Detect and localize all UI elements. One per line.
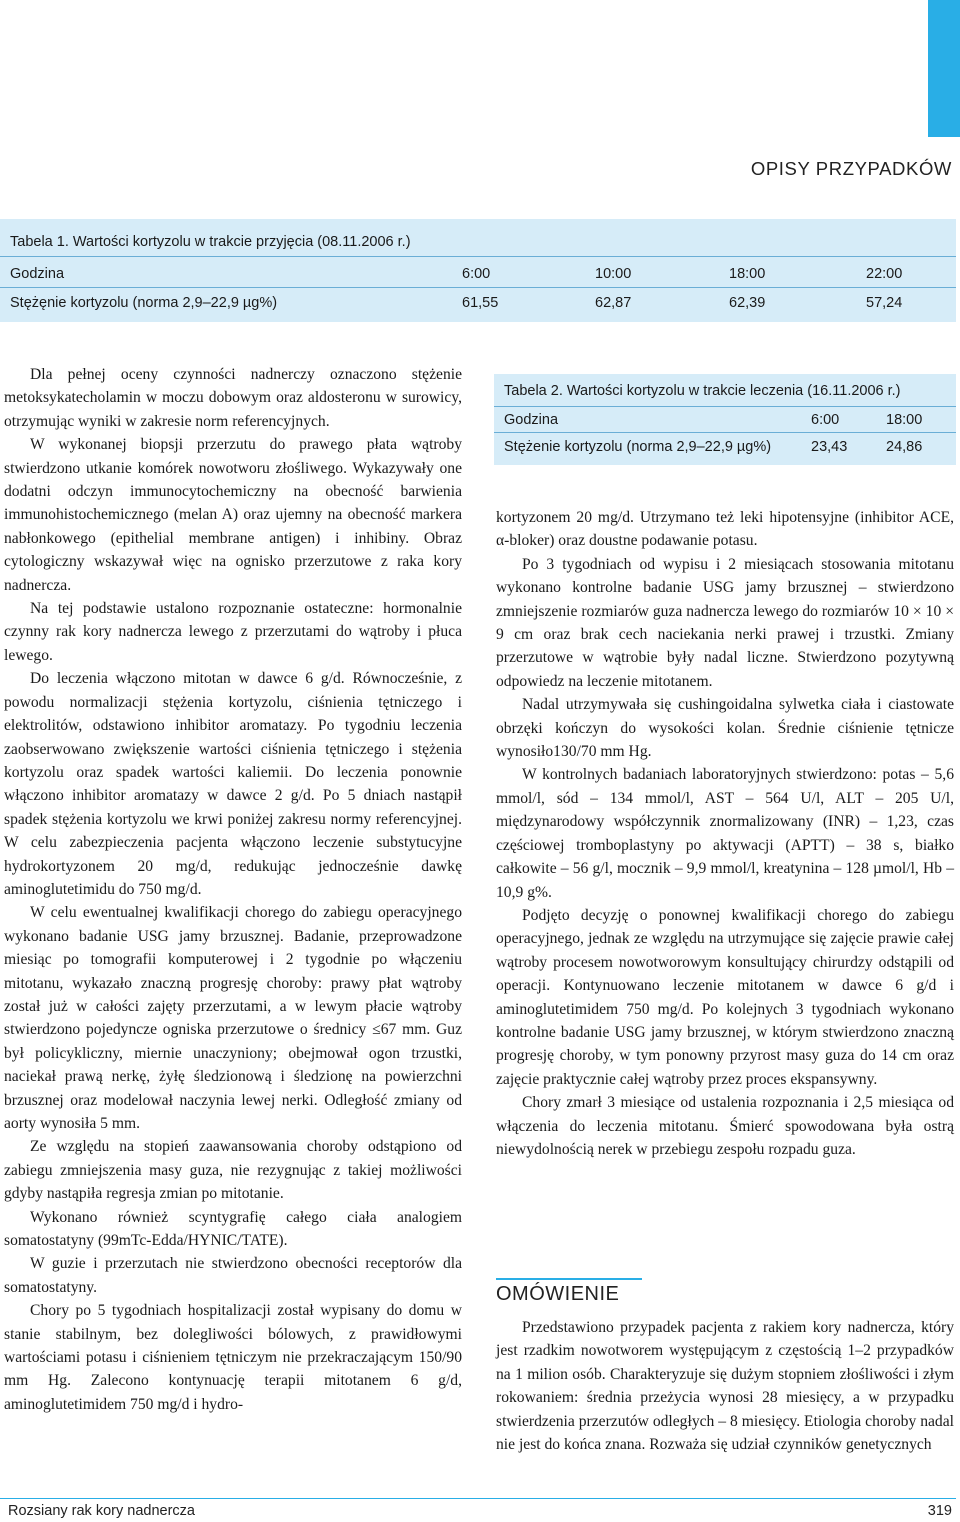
table-1-cell: 62,87: [595, 295, 632, 311]
table-2-header-row: [494, 412, 956, 432]
discussion-rule: [496, 1278, 642, 1280]
table-2-rule-top: [494, 406, 956, 407]
paragraph: kortyzonem 20 mg/d. Utrzymano też leki hipotensyjne (inhibitor ACE, α-bloker) oraz doustne podawanie potasu.: [496, 509, 954, 550]
running-title: Rozsiany rak kory nadnercza: [8, 1503, 195, 1519]
discussion-column: [496, 1316, 954, 1456]
table-2: [494, 374, 956, 465]
table-2-header-cell: Godzina: [504, 412, 559, 428]
table-row: [0, 295, 956, 315]
paragraph: W wykonanej biopsji przerzutu do prawego płata wątroby stwierdzono utkanie komórek nowotworu złośliwego. Wykazywały one dodatni odczyn immunocytochemiczny na obecność barwienia immunohistochemicznego (melan A) oraz ujemny na obecność markera nabłonkowego (epithelial membrane antigen) i inhibiny. Obraz cytologiczny wskazywał więc na ognisko przerzutowe z raka kory nadnercza.: [4, 436, 462, 594]
table-1-header-cell: 10:00: [595, 266, 632, 282]
paragraph: Na tej podstawie ustalono rozpoznanie ostateczne: hormonalnie czynny rak kory nadnercza lewego z przerzutami do wątroby i płuca lewego.: [4, 600, 462, 664]
paragraph: W celu ewentualnej kwalifikacji chorego do zabiegu operacyjnego wykonano badanie USG jamy brzusznej. Badanie, przeprowadzone miesiąc po tomografii komputerowej i 2 tygodnie po włączeniu mitotanu, wykazało znaczną progresję choroby: prawy płat wątroby został już w całości zajęty przerzutami, a w lewym płacie wątroby stwierdzono pojedyncze ogniska przerzutowe o średnicy ≤67 mm. Guz był policykliczny, miernie unaczyniony; obejmował ogon trzustki, naciekał prawą nerkę, żyłę śledzionową i śledzionę na powierzchni brzusznej oraz modelował naczynia lewej nerki. Odległość zmiany od aorty wynosiła 5 mm.: [4, 904, 462, 1132]
table-1-rule-mid: [0, 287, 956, 288]
paragraph: Nadal utrzymywała się cushingoidalna sylwetka ciała i ciastowate obrzęki kończyn do wysokości kolan. Średnie ciśnienie tętnicze wynosiło130/70 mm Hg.: [496, 696, 954, 761]
accent-bar: [928, 0, 960, 137]
paragraph: W kontrolnych badaniach laboratoryjnych stwierdzono: potas – 5,6 mmol/l, sód – 134 mmol/l, AST – 564 U/l, ALT – 205 U/l, międzynarodowy współczynnik znormalizowany (INR) – 1,23, czas częściowej tromboplastyny po aktywacji (APTT) – 38 s, białko całkowite – 56 g/l, mocznik – 9,9 mmol/l, kreatynina – 128 µmol/l, Hb – 10,9 g%.: [496, 766, 954, 901]
table-1-caption: Tabela 1. Wartości kortyzolu w trakcie przyjęcia (08.11.2006 r.): [10, 234, 411, 250]
footer-rule: [0, 1498, 956, 1499]
left-column: [4, 363, 462, 1416]
right-column: [496, 506, 954, 1161]
paragraph: Chory po 5 tygodniach hospitalizacji został wypisany do domu w stanie stabilnym, bez dolegliwości bólowych, z prawidłowymi wartościami potasu i ciśnieniem tętniczym nie przekraczającym 150/90 mm Hg. Zalecono kontynuację terapii mitotanem 6 g/d, aminoglutetimidem 750 mg/d i hydro-: [4, 1302, 462, 1413]
paragraph: Dla pełnej oceny czynności nadnerczy oznaczono stężenie metoksykatecholamin w moczu dobowym oraz aldosteronu w surowicy, otrzymując wyniki w zakresie norm referencyjnych.: [4, 366, 462, 430]
paragraph: Podjęto decyzję o ponownej kwalifikacji chorego do zabiegu operacyjnego, jednak ze względu na utrzymujące się zajęcie prawie całej wątroby procesem nowotworowym konsultujący chirurdzy odstąpili od operacji. Kontynuowano leczenie mitotanem w dawce 6 g/d i aminoglutetimidem 750 mg/d. Po kolejnych 3 tygodniach wykonano kontrolne badanie USG jamy brzusznej, w którym stwierdzono znaczną progresję choroby, w tym ponowny przyrost masy guza do 14 cm oraz zajęcie praktycznie całej wątroby przez proces ekspansywny.: [496, 906, 954, 1088]
table-1: [0, 219, 956, 322]
paragraph: W guzie i przerzutach nie stwierdzono obecności receptorów dla somatostatyny.: [4, 1255, 462, 1296]
table-2-header-cell: 6:00: [811, 412, 840, 428]
table-2-header-cell: 18:00: [886, 412, 923, 428]
table-1-header-cell: 22:00: [866, 266, 903, 282]
section-heading: OPISY PRZYPADKÓW: [750, 158, 952, 179]
table-2-cell: 23,43: [811, 439, 848, 455]
page-number: 319: [927, 1503, 952, 1519]
table-2-cell: Stężenie kortyzolu (norma 2,9–22,9 µg%): [504, 439, 772, 455]
paragraph: Wykonano również scyntygrafię całego ciała analogiem somatostatyny (99mTc-Edda/HYNIC/TATE).: [4, 1208, 462, 1250]
table-row: [494, 439, 956, 459]
paragraph: Po 3 tygodniach od wypisu i 2 miesiącach stosowania mitotanu wykonano kontrolne badanie USG jamy brzusznej – stwierdzono zmniejszenie rozmiarów guza nadnercza lewego do rozmiarów 10 × 10 × 9 cm oraz brak cech naciekania nerki prawej i trzustki. Zmiany przerzutowe w wątrobie były nadal liczne. Stwierdzono pozytywną odpowiedz na leczenie mitotanem.: [496, 555, 954, 690]
table-1-header-cell: 6:00: [462, 266, 491, 282]
paragraph: Chory zmarł 3 miesiące od ustalenia rozpoznania i 2,5 miesiąca od włączenia do leczenia mitotanu. Śmierć spowodowana była ostrą niewydolnością nerek w przebiegu zespołu rozpadu guza.: [496, 1094, 954, 1158]
paragraph: Przedstawiono przypadek pacjenta z rakiem kory nadnercza, który jest rzadkim nowotworem występującym z częstością 1–2 przypadków na 1 milion osób. Charakteryzuje się dużym stopniem złośliwości i złym rokowaniem: średnia przeżycia wynosi 28 miesięcy, a w przypadku stwierdzenia przerzutów odległych – 8 miesięcy. Etiologia choroby nadal nie jest do końca znana. Rozważa się udział czynników genetycznych: [496, 1319, 954, 1454]
table-1-header-cell: 18:00: [729, 266, 766, 282]
table-1-cell: 61,55: [462, 295, 499, 311]
table-1-header-row: [0, 266, 956, 286]
table-1-header-cell: Godzina: [10, 266, 65, 282]
table-2-caption: Tabela 2. Wartości kortyzolu w trakcie leczenia (16.11.2006 r.): [504, 383, 901, 399]
table-1-cell: 57,24: [866, 295, 903, 311]
discussion-heading: OMÓWIENIE: [496, 1283, 620, 1305]
table-2-rule-mid: [494, 432, 956, 433]
paragraph: Ze względu na stopień zaawansowania choroby odstąpiono od zabiegu zmniejszenia masy guza, nie rezygnując z takiej możliwości gdyby nastąpiła regresja zmian po mitotanie.: [4, 1138, 462, 1203]
table-1-cell: Stężęnie kortyzolu (norma 2,9–22,9 µg%): [10, 295, 278, 311]
table-1-cell: 62,39: [729, 295, 766, 311]
table-2-cell: 24,86: [886, 439, 923, 455]
table-1-rule-top: [0, 256, 956, 257]
paragraph: Do leczenia włączono mitotan w dawce 6 g/d. Równocześnie, z powodu normalizacji stężenia kortyzolu, ciśnienia tętniczego i elektrolitów, odstawiono inhibitor aromatazy. Po tygodniu leczenia zaobserwowano zwiększenie wartości ciśnienia tętniczego i stężenia kortyzolu oraz spadek wartości kaliemii. Do leczenia ponownie włączono inhibitor aromatazy w dawce 2 g/d. Po 5 dniach nastąpił spadek stężenia kortyzolu we krwi poniżej zakresu normy referencyjnej. W celu zabezpieczenia pacjenta włączono leczenie substytucyjne hydrokortyzonem 20 mg/d, redukując jednocześnie dawkę aminoglutetimidu do 750 mg/d.: [4, 670, 462, 898]
